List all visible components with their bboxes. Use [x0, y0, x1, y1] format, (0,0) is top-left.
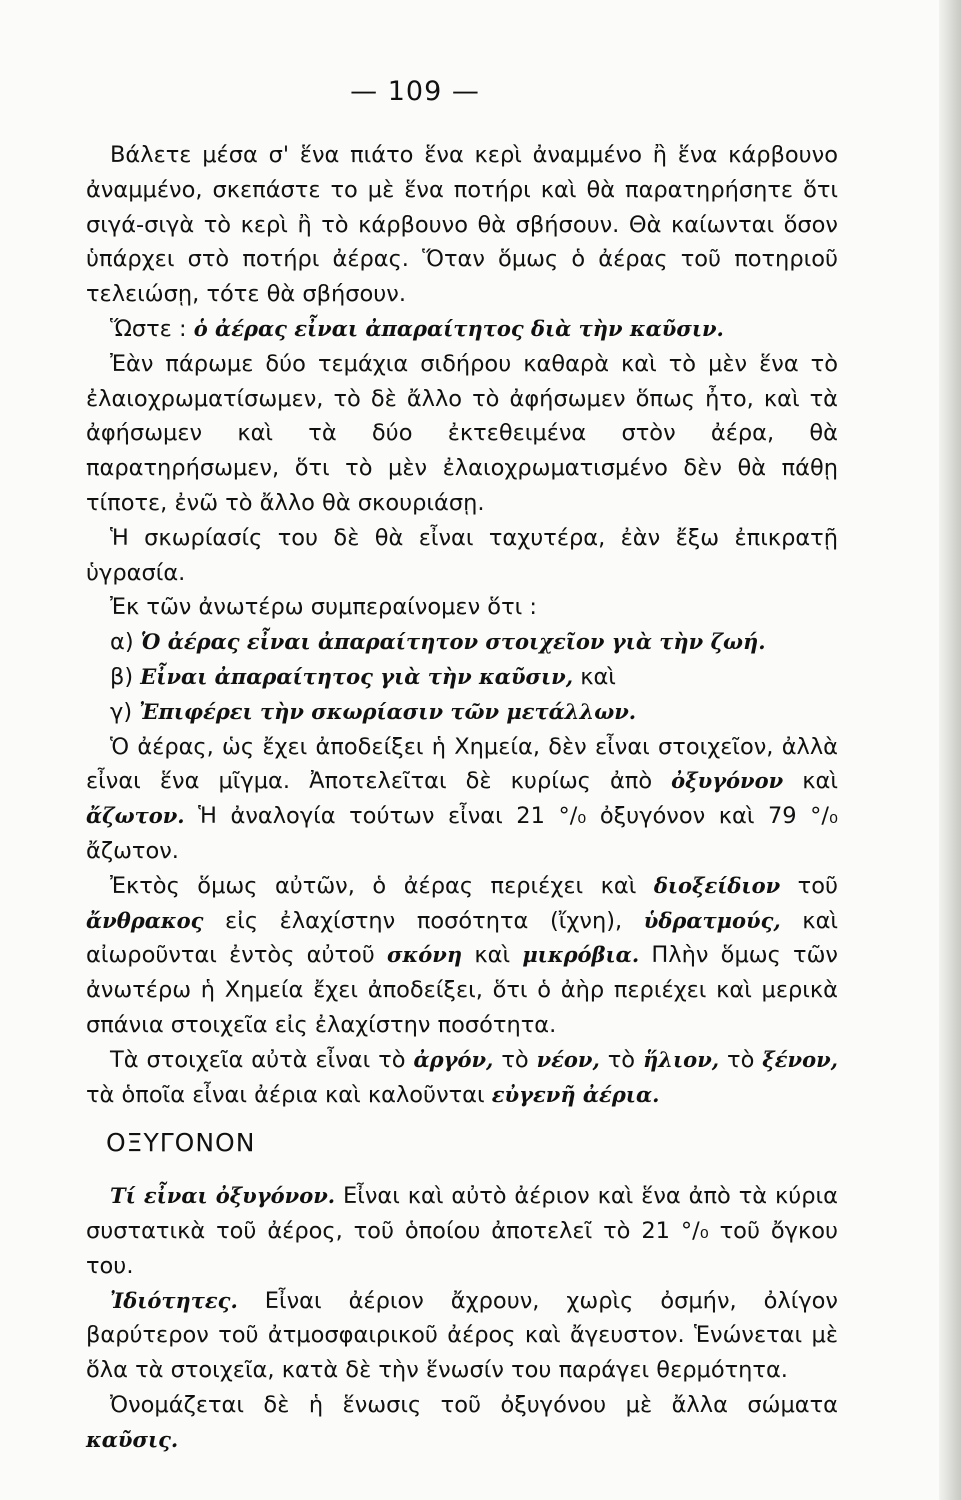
emphasis-nitrogen: ἄζωτον. — [86, 803, 185, 829]
list-item — [86, 695, 838, 730]
text-run: τὸ — [719, 1046, 763, 1073]
list-item-emphasis: Ἐπιφέρει τὴν σκωρίασιν τῶν μετάλλων. — [139, 698, 637, 724]
emphasis-dioxide: διοξείδιον — [653, 872, 781, 898]
emphasis-argon: ἀργόν, — [413, 1046, 494, 1072]
paragraph-combustion-definition — [86, 1388, 838, 1458]
paragraph-conclusion-combustion — [86, 312, 838, 347]
emphasis-dust: σκόνη — [387, 942, 463, 968]
text-run: τὸ — [493, 1046, 537, 1073]
emphasis-properties: Ἰδιότητες. — [110, 1287, 238, 1313]
emphasis-question: Τί εἶναι ὀξυγόνον. — [110, 1183, 336, 1209]
emphasis-combustion: καῦσις. — [86, 1426, 179, 1452]
paragraph-air-other-components — [86, 869, 838, 1043]
list-item-emphasis: Ὁ ἀέρας εἶναι ἀπαραίτητον στοιχεῖον γιὰ τὴν ζωή. — [140, 629, 766, 655]
list-item-after: καὶ — [573, 663, 616, 690]
text-run: Ὀνομάζεται δὲ ἡ ἕνωσις τοῦ ὀξυγόνου μὲ ἄλλα σώματα — [110, 1391, 838, 1418]
paragraph-properties — [86, 1284, 838, 1388]
text-run: τὸ — [599, 1046, 644, 1073]
section-heading: ΟΞΥΓΟΝΟΝ — [106, 1128, 256, 1158]
body-text — [86, 138, 838, 1457]
text-run: καὶ — [783, 768, 838, 795]
text-run: Πλὴν ὅμως τῶν ἀνωτέρω ἡ Χημεία ἔχει ἀποδείξει, ὅτι ὁ ἀὴρ περιέχει καὶ μερικὰ σπάνια στοιχεῖα εἰς ἐλαχίστην ποσότητα. — [86, 942, 838, 1038]
paragraph-candle-experiment: Βάλετε μέσα σ' ἕνα πιάτο ἕνα κερὶ ἀναμμένο ἢ ἕνα κάρβουνο ἀναμμένο, σκεπάστε το μὲ ἕνα ποτήρι καὶ θὰ παρατηρήσητε ὅτι σιγά-σιγὰ τὸ κερὶ ἢ τὸ κάρβουνο θὰ σβήσουν. Θὰ καίωνται ὅσον ὑπάρχει στὸ ποτήρι ἀέρας. Ὅταν ὅμως ὁ ἀέρας τοῦ ποτηριοῦ τελειώσῃ, τότε θὰ σβήσουν. — [86, 142, 838, 308]
list-item — [86, 660, 838, 695]
paragraph-noble-gases — [86, 1043, 838, 1113]
text-run: τὰ ὁποῖα εἶναι ἀέρια καὶ καλοῦνται — [86, 1081, 492, 1108]
text-run: Εἶναι καὶ αὐτὸ ἀέριον καὶ ἕνα ἀπὸ τὰ κύρια συστατικὰ τοῦ ἀέρος, τοῦ ὁποίου ἀποτελεῖ τὸ 21 °/₀ τοῦ ὄγκου του. — [86, 1183, 838, 1279]
paragraph-iron-experiment: Ἐὰν πάρωμε δύο τεμάχια σιδήρου καθαρὰ καὶ τὸ μὲν ἕνα τὸ ἐλαιοχρωματίσωμεν, τὸ δὲ ἄλλο τὸ ἀφήσωμεν ὅπως ἦτο, καὶ τὰ ἀφήσωμεν καὶ τὰ δύο ἐκτεθειμένα στὸν ἀέρα, θὰ παρατηρήσωμεν, ὅτι τὸ μὲν ἐλαιοχρωματισμένο δὲν θὰ πάθῃ τίποτε, ἐνῶ τὸ ἄλλο θὰ σκουριάσῃ. — [86, 350, 838, 516]
list-item — [86, 625, 838, 660]
conclusion-lead: Ὥστε : — [110, 315, 194, 342]
paragraph-what-is-oxygen — [86, 1179, 838, 1283]
emphasis-helium: ἥλιον, — [643, 1046, 720, 1072]
paragraph-conclusions-intro: Ἐκ τῶν ἀνωτέρω συμπεραίνομεν ὅτι : — [110, 594, 537, 621]
text-run: εἰς ἐλαχίστην ποσότητα (ἴχνη), — [203, 907, 644, 934]
paragraph-air-composition — [86, 730, 838, 869]
list-marker: α) — [110, 629, 141, 656]
emphasis-water-vapor: ὑδρατμούς, — [643, 907, 781, 933]
list-item-emphasis: Εἶναι ἀπαραίτητος γιὰ τὴν καῦσιν, — [140, 663, 574, 689]
text-run: Τὰ στοιχεῖα αὐτὰ εἶναι τὸ — [110, 1046, 414, 1073]
paragraph-rust-humidity: Ἡ σκωρίασίς του δὲ θὰ εἶναι ταχυτέρα, ἐὰν ἔξω ἐπικρατῇ ὑγρασία. — [86, 524, 838, 586]
page-edge-shadow — [939, 0, 961, 1500]
text-run: τοῦ — [780, 872, 839, 899]
emphasis-oxygen: ὀξυγόνον — [671, 768, 784, 794]
emphasis-neon: νέον, — [536, 1046, 600, 1072]
text-run: Εἶναι ἀέριον ἄχρουν, χωρὶς ὀσμήν, ὀλίγον βαρύτερον τοῦ ἀτμοσφαιρικοῦ ἀέρος καὶ ἄγευστον. Ἑνώνεται μὲ ὅλα τὰ στοιχεῖα, κατὰ δὲ τὴν ἕνωσίν του παράγει θερμότητα. — [86, 1287, 838, 1384]
text-run: Ὁ ἀέρας, ὡς ἔχει ἀποδείξει ἡ Χημεία, δὲν εἶναι στοιχεῖον, ἀλλὰ εἶναι ἕνα μῖγμα. Ἀποτελεῖται δὲ κυρίως ἀπὸ — [86, 733, 838, 795]
text-run: Ἡ ἀναλογία τούτων εἶναι 21 °/₀ ὀξυγόνον καὶ 79 °/₀ ἄζωτον. — [86, 803, 838, 864]
text-run: καὶ αἰωροῦνται ἐντὸς αὐτοῦ — [86, 907, 839, 969]
emphasis-carbon: ἄνθρακος — [86, 907, 204, 933]
list-marker: β) — [110, 663, 141, 690]
list-marker: γ) — [110, 698, 140, 725]
emphasis-microbes: μικρόβια. — [522, 942, 640, 968]
text-run: Ἐκτὸς ὅμως αὐτῶν, ὁ ἀέρας περιέχει καὶ — [110, 872, 654, 899]
emphasis-noble-gases: εὐγενῆ ἀέρια. — [491, 1081, 660, 1107]
text-run: καὶ — [462, 942, 523, 969]
page-number: — 109 — — [350, 76, 480, 107]
conclusion-emphasis: ὁ ἀέρας εἶναι ἀπαραίτητος διὰ τὴν καῦσιν. — [193, 315, 724, 341]
emphasis-xenon: ξένον, — [762, 1046, 838, 1072]
